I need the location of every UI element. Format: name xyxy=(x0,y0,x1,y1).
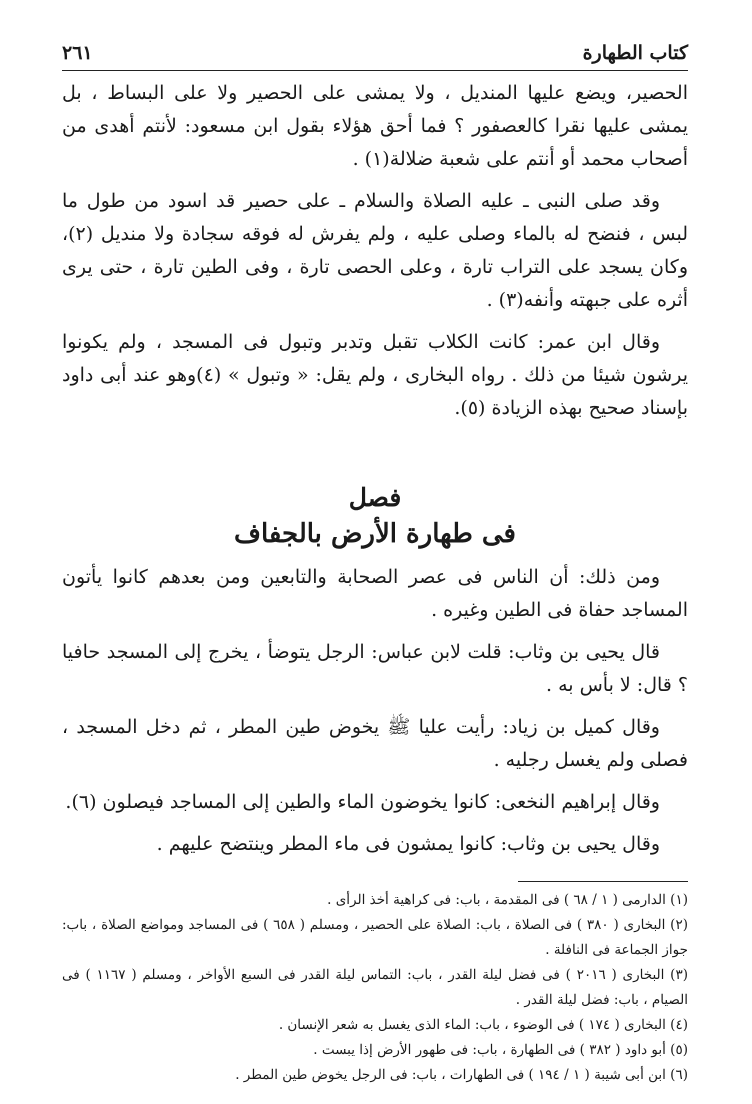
footnote-4: (٤) البخارى ( ١٧٤ ) فى الوضوء ، باب: الماء الذى يغسل به شعر الإنسان . xyxy=(278,1017,688,1033)
page-number: ٢٦١ xyxy=(62,42,93,64)
footnote-3: (٣) البخارى ( ٢٠١٦ ) فى فضل ليلة القدر ، باب: التماس ليلة القدر فى السبع الأواخر ، ومسلم ( ١١٦٧ ) فى الصيام ، باب: فضل ليلة القدر . xyxy=(62,967,688,1008)
running-header xyxy=(62,40,688,71)
footnote-5: (٥) أبو داود ( ٣٨٢ ) فى الطهارة ، باب: فى طهور الأرض إذا يبست . xyxy=(313,1042,688,1058)
footnote-6: (٦) ابن أبى شيبة ( ١ / ١٩٤ ) فى الطهارات ، باب: فى الرجل يخوض طين المطر . xyxy=(235,1067,688,1083)
book-title: كتاب الطهارة xyxy=(582,42,688,64)
book-page xyxy=(62,40,688,1088)
section-heading: فصل xyxy=(348,483,402,512)
paragraph-yahya-rain: وقال يحيى بن وثاب: كانوا يمشون فى ماء المطر وينتضح عليهم . xyxy=(156,833,660,855)
paragraph-continued: الحصير، ويضع عليها المنديل ، ولا يمشى على الحصير ولا على البساط ، بل يمشى عليها نقرا كالعصفور ؟ فما أحق هؤلاء بقول ابن مسعود: لأنتم أهدى من أصحاب محمد أو أنتم على شعبة ضلالة(١) . xyxy=(62,82,688,170)
paragraph-kumail: وقال كميل بن زياد: رأيت عليا ﷺ يخوض طين المطر ، ثم دخل المسجد ، فصلى ولم يغسل رجليه . xyxy=(62,716,688,771)
footnote-1: (١) الدارمى ( ١ / ٦٨ ) فى المقدمة ، باب: فى كراهية أخذ الرأى . xyxy=(327,892,688,908)
paragraph-people-barefoot: ومن ذلك: أن الناس فى عصر الصحابة والتابعين ومن بعدهم كانوا يأتون المساجد حفاة فى الطين وغيره . xyxy=(62,566,688,621)
paragraph-ibn-umar: وقال ابن عمر: كانت الكلاب تقبل وتدبر وتبول فى المسجد ، ولم يكونوا يرشون شيئا من ذلك . رواه البخارى ، ولم يقل: « وتبول » (٤)وهو عند أبى داود بإسناد صحيح بهذه الزيادة (٥). xyxy=(62,331,688,419)
footnote-divider xyxy=(518,881,688,882)
section-subheading: فى طهارة الأرض بالجفاف xyxy=(234,519,516,549)
paragraph-yahya-ibn-abbas: قال يحيى بن وثاب: قلت لابن عباس: الرجل يتوضأ ، يخرج إلى المسجد حافيا ؟ قال: لا بأس به . xyxy=(62,641,688,696)
footnote-2: (٢) البخارى ( ٣٨٠ ) فى الصلاة ، باب: الصلاة على الحصير ، ومسلم ( ٦٥٨ ) فى المساجد ومواضع الصلاة ، باب: جواز الجماعة فى النافلة . xyxy=(62,917,688,958)
paragraph-prophet-prayer: وقد صلى النبى ـ عليه الصلاة والسلام ـ على حصير قد اسود من طول ما لبس ، فنضح له بالماء وصلى عليه ، ولم يفرش له فوقه سجادة ولا منديل (٢)، وكان يسجد على التراب تارة ، وعلى الحصى تارة ، وفى الطين تارة ، حتى يرى أثره على جبهته وأنفه(٣) . xyxy=(62,190,688,311)
paragraph-nakhai: وقال إبراهيم النخعى: كانوا يخوضون الماء والطين إلى المساجد فيصلون (٦). xyxy=(65,791,660,813)
